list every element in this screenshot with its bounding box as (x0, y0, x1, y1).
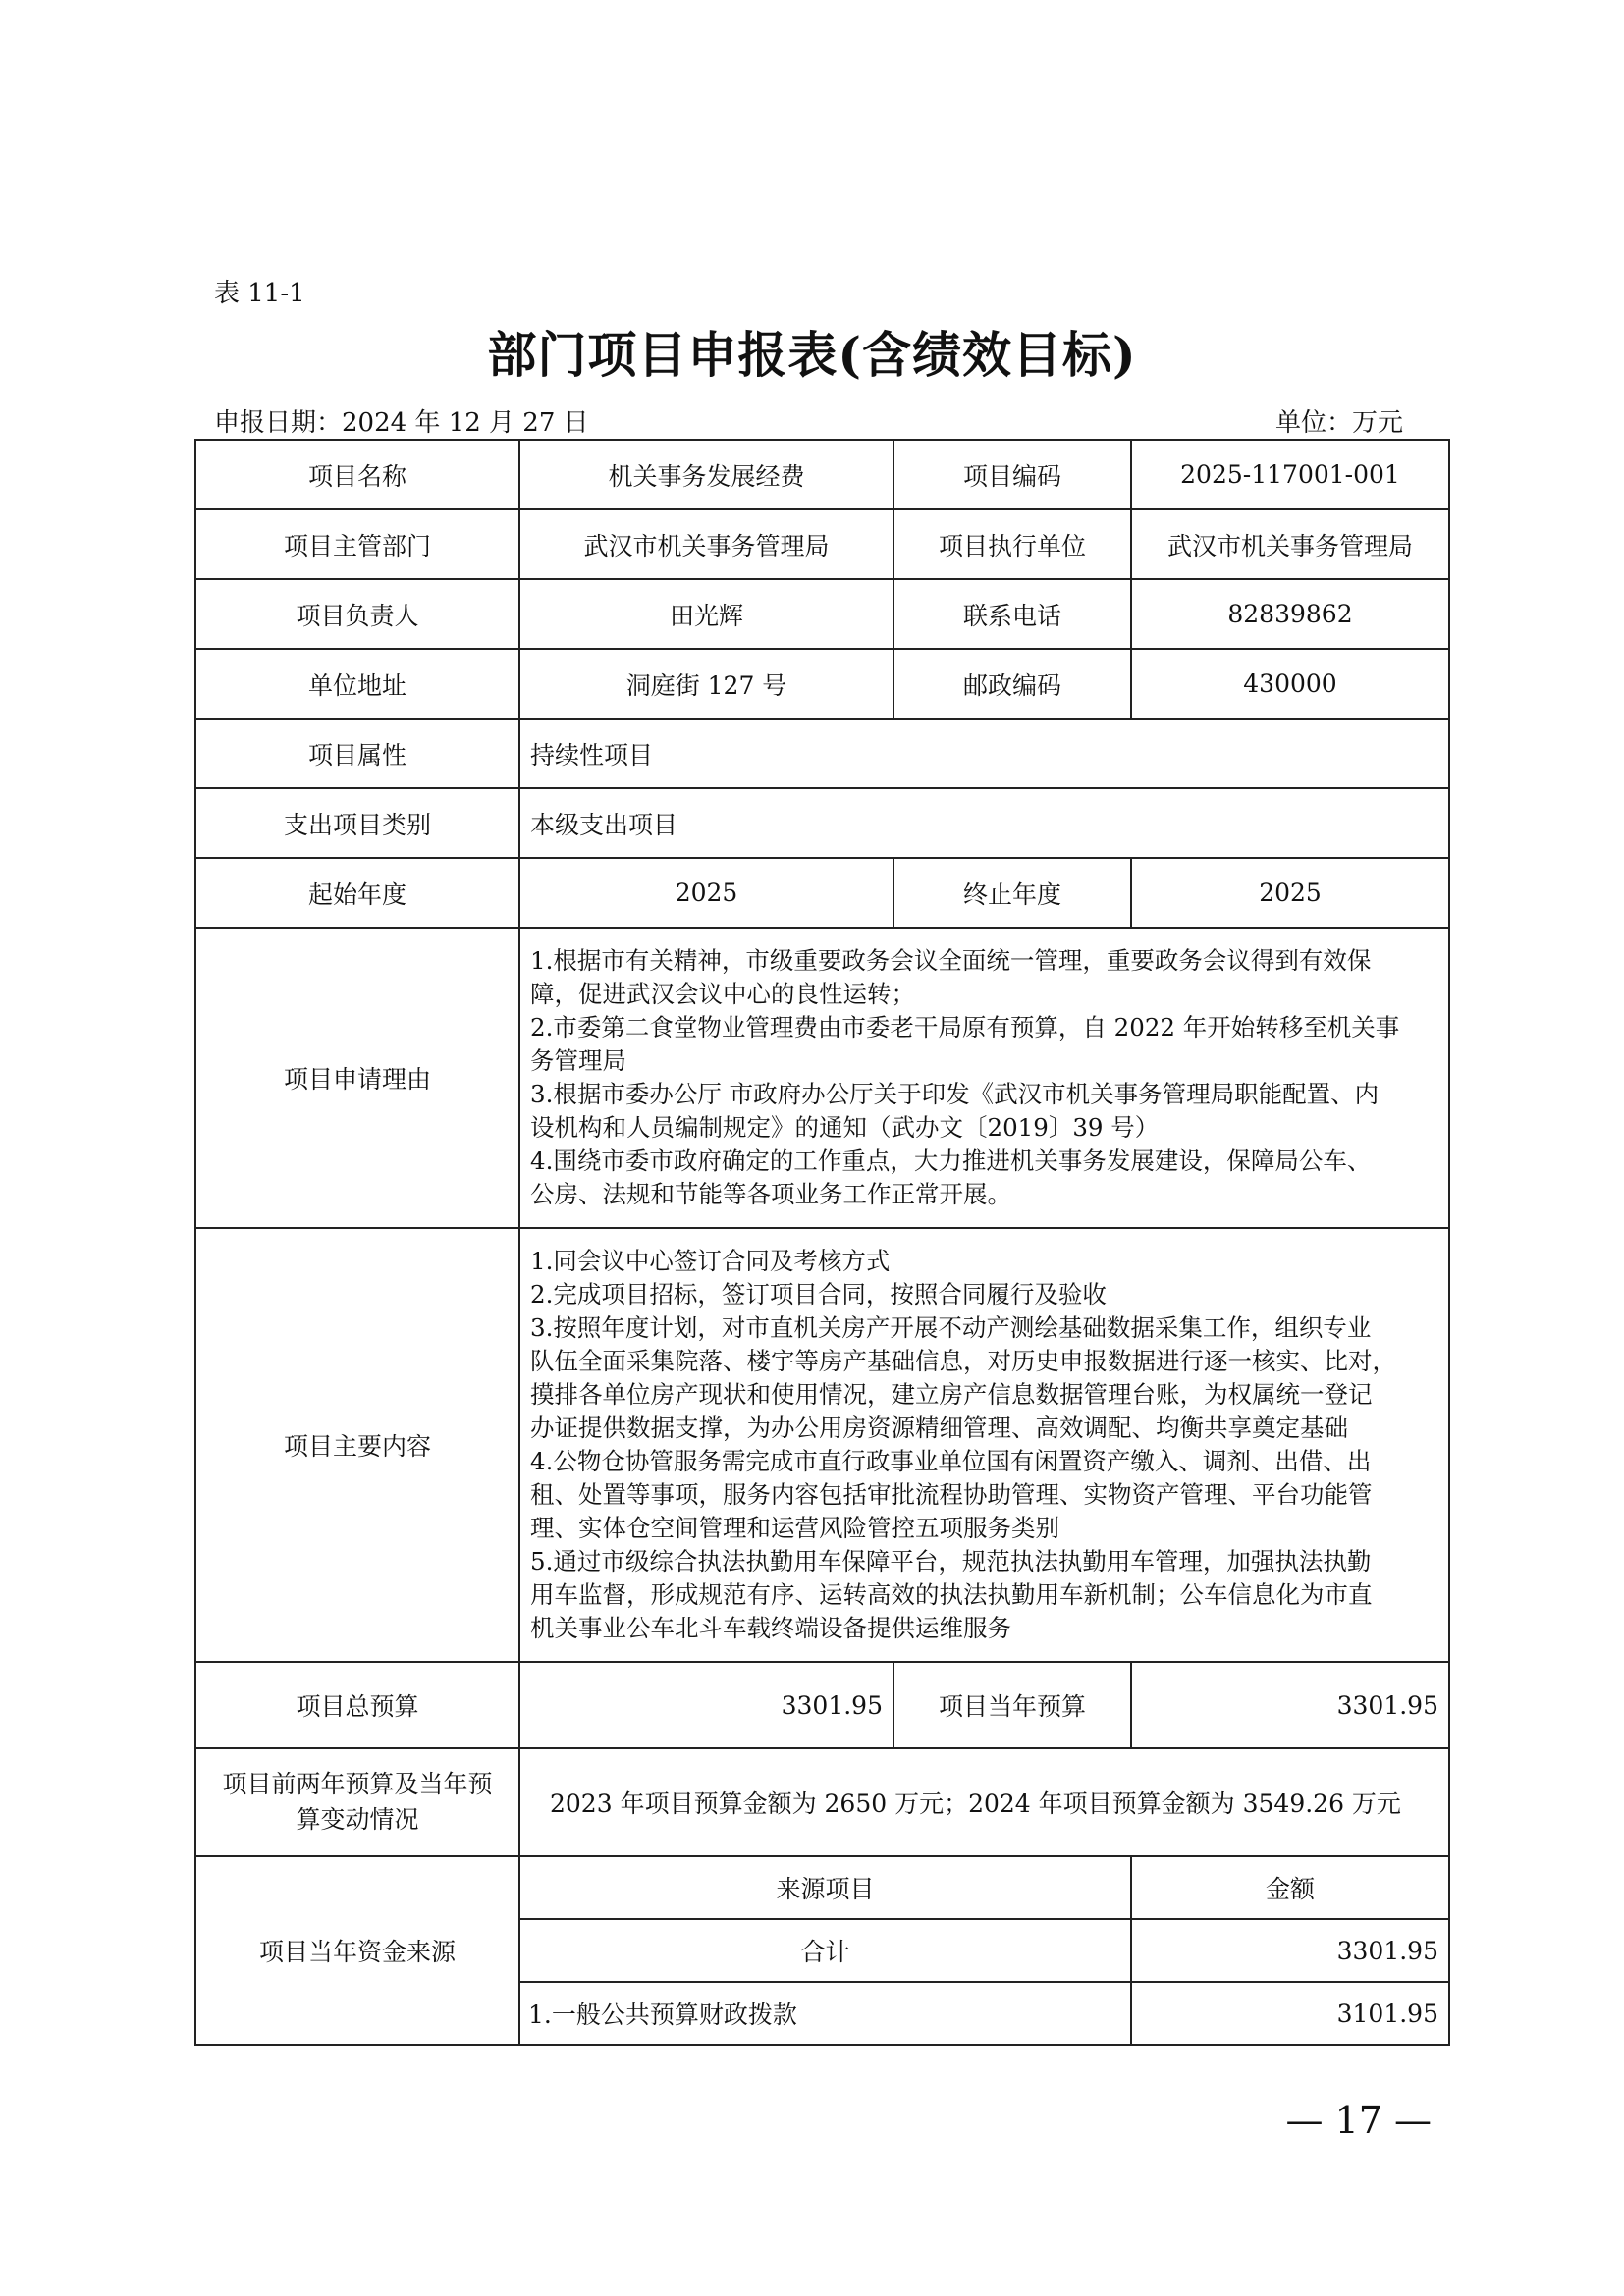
budget-change-label-line: 项目前两年预算及当年预 (222, 1770, 493, 1798)
fund-source: 1.一般公共预算财政拨款 (519, 1982, 1131, 2045)
exec-unit-value: 武汉市机关事务管理局 (1131, 509, 1449, 579)
content-line: 用车监督，形成规范有序、运转高效的执法执勤用车新机制；公车信息化为市直 (530, 1580, 1373, 1609)
table-row (195, 649, 1449, 719)
budget-change-label (195, 1748, 519, 1856)
page-title: 部门项目申报表(含绩效目标) (487, 326, 1137, 384)
content-line: 1.同会议中心签订合同及考核方式 (530, 1247, 891, 1275)
reason-line: 障，促进武汉会议中心的良性运转； (530, 980, 915, 1008)
leader-label: 项目负责人 (195, 579, 519, 649)
reason-line: 设机构和人员编制规定》的通知（武办文〔2019〕39 号） (530, 1113, 1160, 1142)
table-row (195, 1856, 1449, 1919)
fund-col-amount: 金额 (1131, 1856, 1449, 1919)
zip-value: 430000 (1131, 649, 1449, 719)
address-value: 洞庭街 127 号 (519, 649, 893, 719)
end-year-label: 终止年度 (893, 858, 1131, 928)
year-budget-label: 项目当年预算 (893, 1662, 1131, 1748)
project-code-label: 项目编码 (893, 440, 1131, 509)
end-year-value: 2025 (1131, 858, 1449, 928)
zip-label: 邮政编码 (893, 649, 1131, 719)
table-row (195, 509, 1449, 579)
content-line: 4.公物仓协管服务需完成市直行政事业单位国有闲置资产缴入、调剂、出借、出 (530, 1447, 1372, 1475)
leader-value: 田光辉 (519, 579, 893, 649)
content-line: 办证提供数据支撑，为办公用房资源精细管理、高效调配、均衡共享奠定基础 (530, 1414, 1348, 1442)
dept-label: 项目主管部门 (195, 509, 519, 579)
reason-line: 2.市委第二食堂物业管理费由市委老干局原有预算，自 2022 年开始转移至机关事 (530, 1013, 1400, 1041)
project-name-value: 机关事务发展经费 (519, 440, 893, 509)
table-row (195, 1228, 1449, 1662)
fund-amount: 3301.95 (1131, 1919, 1449, 1982)
table-row (195, 858, 1449, 928)
report-date: 申报日期：2024 年 12 月 27 日 (214, 408, 589, 438)
budget-change-label-line: 算变动情况 (296, 1805, 419, 1834)
project-code-value: 2025-117001-001 (1131, 440, 1449, 509)
table-row (195, 579, 1449, 649)
category-label: 支出项目类别 (195, 788, 519, 858)
dept-value: 武汉市机关事务管理局 (519, 509, 893, 579)
exec-unit-label: 项目执行单位 (893, 509, 1131, 579)
page-number: — 17 — (1285, 2099, 1432, 2142)
main-content (519, 1228, 1449, 1662)
project-application-table (194, 439, 1450, 2046)
unit-label: 单位：万元 (1274, 408, 1403, 438)
table-row (195, 1748, 1449, 1856)
fund-source-label: 项目当年资金来源 (195, 1856, 519, 2045)
content-line: 租、处置等事项，服务内容包括审批流程协助管理、实物资产管理、平台功能管 (530, 1480, 1373, 1509)
table-number: 表 11-1 (214, 279, 305, 308)
total-budget-value: 3301.95 (519, 1662, 893, 1748)
reason-line: 公房、法规和节能等各项业务工作正常开展。 (530, 1180, 1011, 1208)
content-line: 队伍全面采集院落、楼宇等房产基础信息，对历史申报数据进行逐一核实、比对， (530, 1347, 1396, 1375)
start-year-value: 2025 (519, 858, 893, 928)
address-label: 单位地址 (195, 649, 519, 719)
reason-line: 3.根据市委办公厅 市政府办公厅关于印发《武汉市机关事务管理局职能配置、内 (530, 1080, 1380, 1108)
content-line: 5.通过市级综合执法执勤用车保障平台，规范执法执勤用车管理，加强执法执勤 (530, 1547, 1372, 1575)
content-line: 3.按照年度计划，对市直机关房产开展不动产测绘基础数据采集工作，组织专业 (530, 1313, 1372, 1342)
content-line: 摸排各单位房产现状和使用情况，建立房产信息数据管理台账，为权属统一登记 (530, 1380, 1373, 1409)
phone-value: 82839862 (1131, 579, 1449, 649)
start-year-label: 起始年度 (195, 858, 519, 928)
project-name-label: 项目名称 (195, 440, 519, 509)
attribute-label: 项目属性 (195, 719, 519, 788)
fund-source: 合计 (519, 1919, 1131, 1982)
table-row (195, 788, 1449, 858)
table-row (195, 719, 1449, 788)
fund-col-source: 来源项目 (519, 1856, 1131, 1919)
reason-line: 务管理局 (530, 1046, 626, 1075)
reason-line: 1.根据市有关精神，市级重要政务会议全面统一管理，重要政务会议得到有效保 (530, 946, 1372, 975)
category-value: 本级支出项目 (519, 788, 1449, 858)
content-line: 理、实体仓空间管理和运营风险管控五项服务类别 (530, 1514, 1059, 1542)
budget-change-value: 2023 年项目预算金额为 2650 万元；2024 年项目预算金额为 3549.26 万元 (519, 1748, 1449, 1856)
year-budget-value: 3301.95 (1131, 1662, 1449, 1748)
table-row (195, 1662, 1449, 1748)
content-line: 机关事业公车北斗车载终端设备提供运维服务 (530, 1614, 1011, 1642)
content-label: 项目主要内容 (195, 1228, 519, 1662)
reason-content (519, 928, 1449, 1228)
table-row (195, 928, 1449, 1228)
reason-label: 项目申请理由 (195, 928, 519, 1228)
fund-amount: 3101.95 (1131, 1982, 1449, 2045)
table-row (195, 440, 1449, 509)
attribute-value: 持续性项目 (519, 719, 1449, 788)
phone-label: 联系电话 (893, 579, 1131, 649)
content-line: 2.完成项目招标，签订项目合同，按照合同履行及验收 (530, 1280, 1107, 1308)
total-budget-label: 项目总预算 (195, 1662, 519, 1748)
reason-line: 4.围绕市委市政府确定的工作重点，大力推进机关事务发展建设，保障局公车、 (530, 1147, 1372, 1175)
